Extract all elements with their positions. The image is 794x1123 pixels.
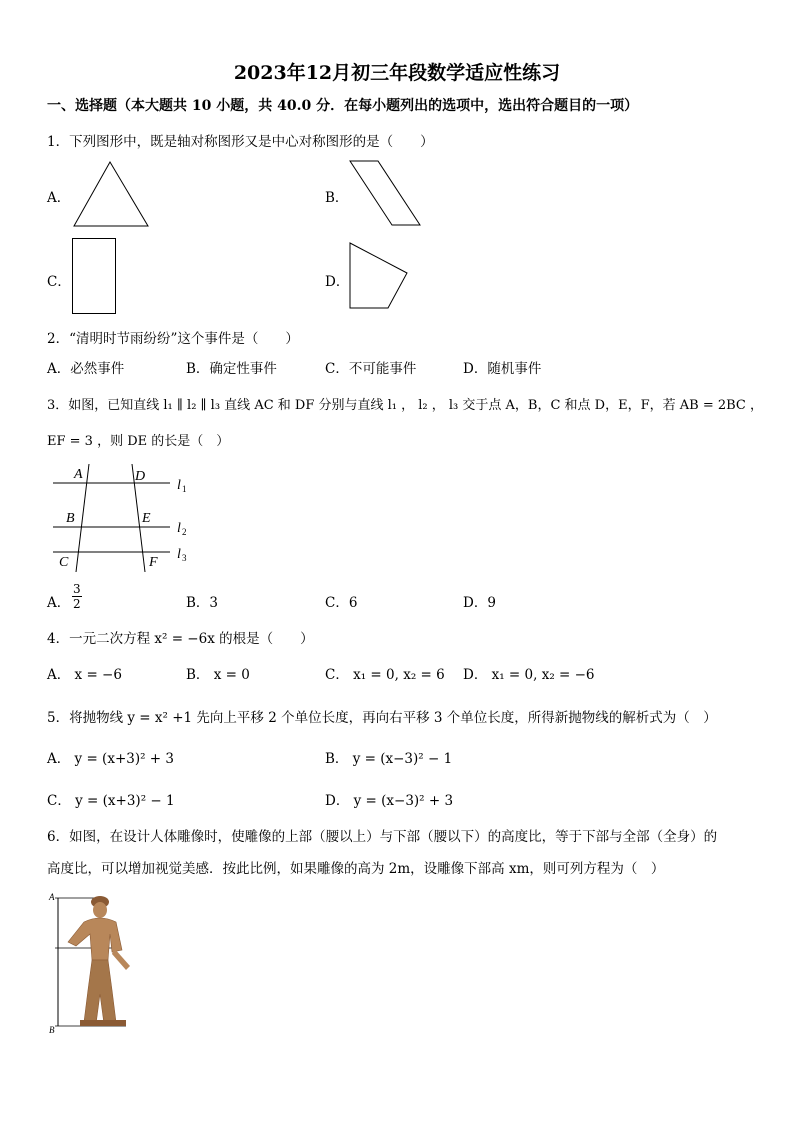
question-2-stem: 2．“清明时节雨纷纷”这个事件是（ ） <box>47 331 299 347</box>
label-l1: l <box>177 478 181 493</box>
label-e: E <box>142 511 151 526</box>
q1-option-c-label: C． <box>47 274 71 290</box>
label-l3: l <box>177 547 181 562</box>
label-a: A <box>49 892 55 902</box>
q1-option-b-label: B． <box>325 190 349 206</box>
q1-option-a-label: A． <box>47 190 71 206</box>
q5-option-c: C． y = (x+3)² − 1 <box>47 793 175 809</box>
q2-option-d: D．随机事件 <box>463 361 542 377</box>
label-c: C <box>59 555 69 570</box>
question-1-stem: 1．下列图形中，既是轴对称图形又是中心对称图形的是（ ） <box>47 134 434 150</box>
page-title: 2023年12月初三年段数学适应性练习 <box>233 62 561 84</box>
label-l2: l <box>177 521 181 536</box>
question-3-stem-line1: 3．如图，已知直线 l₁ ∥ l₂ ∥ l₃ 直线 AC 和 DF 分别与直线 l₁ ， l₂ ， l₃ 交于点 A，B，C 和点 D，E，F，若 AB = 2BC ， <box>47 398 763 413</box>
question-3-stem-line2: EF = 3 ，则 DE 的长是（ ） <box>47 434 230 449</box>
q1-rectangle-figure <box>70 236 120 316</box>
q3-option-c: C．6 <box>325 595 358 611</box>
question-4-stem: 4．一元二次方程 x² = −6x 的根是（ ） <box>47 631 314 647</box>
label-b: B <box>66 511 75 526</box>
q6-statue-figure <box>46 890 146 1036</box>
q4-option-d: D． x₁ = 0, x₂ = −6 <box>463 667 595 683</box>
q5-option-d: D． y = (x−3)² + 3 <box>325 793 454 809</box>
question-5-stem: 5．将抛物线 y = x² +1 先向上平移 2 个单位长度，再向右平移 3 个单位长度，所得新抛物线的解析式为（ ） <box>47 710 717 726</box>
q5-option-a: A． y = (x+3)² + 3 <box>47 751 175 767</box>
fraction-numerator: 3 <box>73 582 81 596</box>
q4-option-c: C． x₁ = 0, x₂ = 6 <box>325 667 445 683</box>
label-l1-sub: 1 <box>182 484 187 494</box>
q4-option-a: A． x = −6 <box>47 667 122 683</box>
q3-parallel-lines-figure <box>50 462 200 574</box>
label-f: F <box>149 555 158 570</box>
question-6-stem-line1: 6．如图，在设计人体雕像时，使雕像的上部（腰以上）与下部（腰以下）的高度比，等于下部与全部（全身）的 <box>47 829 718 845</box>
fraction-denominator: 2 <box>73 597 81 611</box>
q2-option-c: C．不可能事件 <box>325 361 417 377</box>
q5-option-b: B． y = (x−3)² − 1 <box>325 751 453 767</box>
question-6-stem-line2: 高度比，可以增加视觉美感．按此比例，如果雕像的高为 2m，设雕像下部高 xm，则可列方程为（ ） <box>47 861 665 877</box>
q3-option-a-fraction <box>72 582 82 611</box>
q1-option-d-label: D． <box>325 274 350 290</box>
label-b: B <box>49 1025 55 1035</box>
section-heading: 一、选择题（本大题共 10 小题，共 40.0 分．在每小题列出的选项中，选出符合题目的一项） <box>47 98 639 114</box>
q3-option-a-label: A． <box>47 595 71 611</box>
q1-parallelogram-figure <box>345 158 425 228</box>
q3-option-b: B．3 <box>186 595 219 611</box>
q3-option-d: D．9 <box>463 595 496 611</box>
q4-option-b: B． x = 0 <box>186 667 250 683</box>
statue-icon <box>68 896 130 1026</box>
label-l2-sub: 2 <box>182 527 187 537</box>
label-d: D <box>135 469 146 484</box>
q2-option-b: B．确定性事件 <box>186 361 277 377</box>
q1-quadrilateral-figure <box>346 240 412 312</box>
label-l3-sub: 3 <box>182 553 187 563</box>
q1-triangle-figure <box>70 158 152 230</box>
label-a: A <box>74 467 83 482</box>
q2-option-a: A．必然事件 <box>47 361 125 377</box>
